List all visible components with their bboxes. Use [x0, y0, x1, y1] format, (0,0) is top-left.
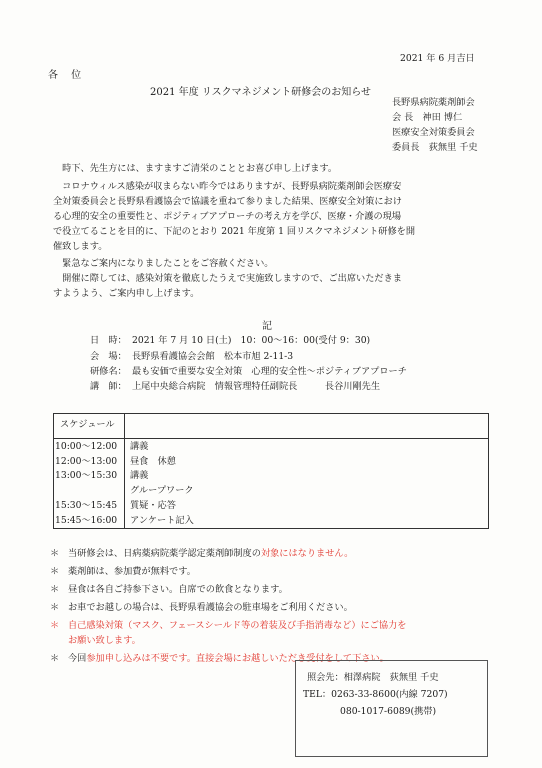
body-line: 全対策委員会と長野県看護協会で協議を重ねて参りました結果、医療安全対策におけ — [53, 196, 402, 207]
schedule-item: 講義 — [130, 470, 149, 481]
note-text: 当研修会は、日病薬病院薬学認定薬剤師制度の — [68, 548, 261, 559]
note-item — [68, 547, 353, 560]
detail-label-lecturer: 講 師： — [90, 381, 127, 392]
note-item: 薬剤師は、参加費が無料です。 — [68, 566, 196, 577]
body-line: 催致します。 — [53, 241, 108, 252]
org-name: 長野県病院薬剤師会 — [392, 97, 475, 108]
schedule-item: 質疑・応答 — [130, 500, 176, 511]
schedule-title: スケジュール — [60, 419, 115, 430]
note-bullet: ＊ — [50, 602, 60, 613]
schedule-time: 13:00～15:30 — [55, 470, 118, 481]
body-line: コロナウィルス感染が収まらない昨今ではありますが、長野県病院薬剤師会医療安 — [53, 181, 402, 192]
note-item-continued: お願い致します。 — [68, 635, 141, 646]
detail-label-datetime: 日 時： — [90, 335, 127, 346]
addressee: 各 位 — [48, 70, 87, 81]
org-committee: 医療安全対策委員会 — [392, 127, 475, 138]
detail-value-venue: 長野県看護協会会館 松本市旭 2-11-3 — [132, 351, 294, 362]
detail-value-datetime: 2021 年 7 月 10 日(土) 10：00～16：00(受付 9：30) — [132, 335, 371, 346]
note-bullet: ＊ — [50, 566, 60, 577]
details-heading: 記 — [262, 321, 272, 332]
note-bullet: ＊ — [50, 548, 60, 559]
body-line: すようよう、ご案内申し上げます。 — [53, 288, 200, 299]
note-emphasis: 参加申し込みは不要です。直接会場にお越しいただき受付をして下さい。 — [86, 653, 389, 664]
detail-value-lecturer: 上尾中央総合病院 情報管理特任副院長 長谷川剛先生 — [132, 381, 381, 392]
detail-label-course: 研修名： — [90, 366, 127, 377]
note-emphasis: 対象にはなりません。 — [260, 548, 354, 559]
note-item: 自己感染対策（マスク、フェースシールド等の着装及び手指消毒など）にご協力を — [68, 620, 407, 631]
note-text: 今回 — [68, 653, 87, 664]
detail-value-course: 最も安価で重要な安全対策 心理的安全性～ポジティブアプローチ — [132, 366, 407, 377]
issue-date: 2021 年 6 月吉日 — [400, 53, 475, 64]
note-bullet: ＊ — [50, 584, 60, 595]
schedule-header-divider — [54, 438, 488, 439]
note-item: 昼食は各自ご持参下さい。自席での飲食となります。 — [68, 584, 288, 595]
document-title: 2021 年度 リスクマネジメント研修会のお知らせ — [150, 87, 372, 98]
schedule-item: 昼食 休憩 — [130, 456, 176, 467]
note-item: お車でお越しの場合は、長野県看護協会の駐車場をご利用ください。 — [68, 602, 353, 613]
schedule-table — [53, 413, 489, 529]
schedule-time: 10:00～12:00 — [55, 441, 118, 452]
body-line: で役立てることを目的に、下記のとおり 2021 年度第 1 回リスクマネジメント研修を開 — [53, 226, 416, 237]
contact-mobile: 080-1017-6089(携帯) — [340, 706, 437, 717]
schedule-item: アンケート記入 — [130, 515, 194, 526]
body-line: 緊急なご案内になりましたことをご容赦ください。 — [53, 258, 274, 269]
detail-label-venue: 会 場： — [90, 351, 127, 362]
note-bullet: ＊ — [50, 653, 60, 664]
schedule-item: 講義 — [130, 441, 149, 452]
body-line: 時下、先生方には、ますますご清栄のこととお喜び申し上げます。 — [53, 163, 338, 174]
schedule-item: グループワーク — [130, 485, 194, 496]
schedule-time: 12:00～13:00 — [55, 456, 118, 467]
body-line: 開催に際しては、感染対策を徹底したうえで実施致しますので、ご出席いただきま — [53, 273, 402, 284]
org-chair: 委員長 荻無里 千史 — [392, 142, 478, 153]
org-president: 会 長 神田 博仁 — [392, 112, 463, 123]
schedule-column-divider — [124, 414, 125, 528]
contact-phone: TEL：0263-33-8600(内線 7207) — [303, 689, 448, 700]
schedule-time: 15:30～15:45 — [55, 500, 118, 511]
schedule-time: 15:45～16:00 — [55, 515, 118, 526]
note-bullet: ＊ — [50, 620, 60, 631]
body-line: る心理的安全の重要性と、ポジティブアプローチの考え方を学び、医療・介護の現場 — [53, 211, 402, 222]
contact-person: 照会先：相澤病院 荻無里 千史 — [307, 672, 439, 683]
